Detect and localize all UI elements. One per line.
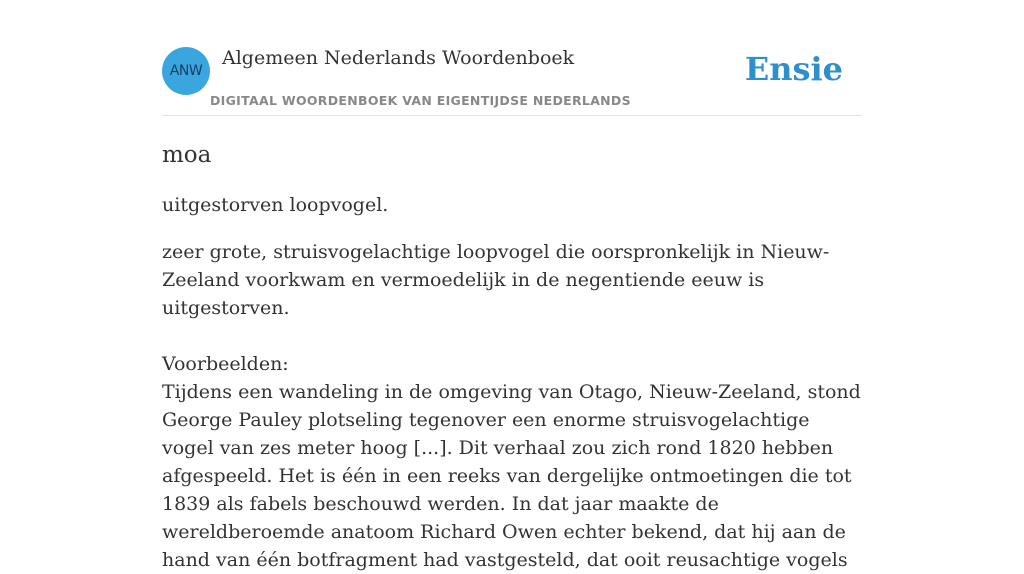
ensie-brand-link[interactable]: Ensie xyxy=(744,50,843,88)
long-definition: zeer grote, struisvogelachtige loopvogel die oorspronkelijk in Nieuw-Zeeland voorkwam en vermoedelijk in de negentiende eeuw is uitgestorven. xyxy=(162,241,830,319)
short-definition: uitgestorven loopvogel. xyxy=(162,194,389,216)
example-text: Tijdens een wandeling in de omgeving van Otago, Nieuw-Zeeland, stond George Pauley plotseling tegenover een enorme struisvogelachtige vogel van zes meter hoog [...]. Dit verhaal zou zich rond 1820 hebben afgespeeld. Het is één in een reeks van dergelijke ontmoetingen die tot 1839 als fabels beschouwd werden. In dat jaar maakte de wereldberoemde anatoom Richard Owen echter bekend, dat hij aan de hand van één botfragment had vastgesteld, dat ooit reusachtige vogels xyxy=(162,381,861,571)
site-header xyxy=(162,46,862,116)
anw-logo[interactable] xyxy=(162,47,210,95)
site-title[interactable]: Algemeen Nederlands Woordenboek xyxy=(222,47,575,69)
site-subtitle: DIGITAAL WOORDENBOEK VAN EIGENTIJDSE NEDERLANDS xyxy=(210,93,631,108)
examples-label: Voorbeelden: xyxy=(162,353,289,375)
entry-headword: moa xyxy=(162,142,212,168)
logo-text: ANW xyxy=(169,63,203,79)
page xyxy=(162,0,862,574)
